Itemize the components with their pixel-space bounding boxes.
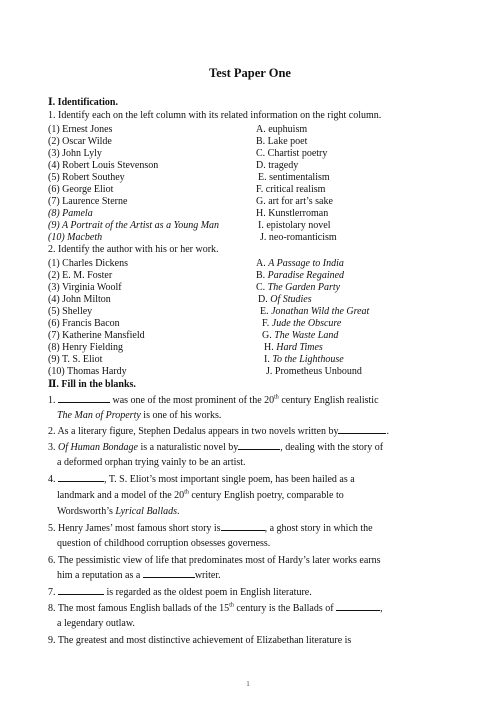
q2-right-item: I. To the Lighthouse — [264, 354, 344, 365]
q1-right-item: H. Kunstlerroman — [256, 208, 329, 219]
q2-right-item: D. Of Studies — [258, 294, 312, 305]
q1-right-item: A. euphuism — [256, 124, 308, 135]
q1-right-item: I. epistolary novel — [258, 220, 331, 231]
q1-right-item: J. neo-romanticism — [260, 232, 337, 243]
q2-left-item: (1) Charles Dickens — [48, 258, 128, 269]
q2-right-item: C. The Garden Party — [256, 282, 341, 293]
q1-right-item: D. tragedy — [256, 160, 299, 171]
q1-instruction: 1. Identify each on the left column with its related information on the right column. — [48, 110, 382, 121]
q1-left-item: (9) A Portrait of the Artist as a Young Man — [48, 220, 220, 231]
q2-left-item: (5) Shelley — [48, 306, 93, 317]
q2-right-item: F. Jude the Obscure — [262, 318, 342, 329]
q1-left-item: (1) Ernest Jones — [48, 124, 113, 135]
q2-right-item: B. Paradise Regained — [256, 270, 345, 281]
question-3: 3. Of Human Bondage is a naturalistic novel by , dealing with the story of a deformed orphan trying vainly to be an artist. — [48, 442, 384, 468]
section-heading-fill-blanks: Ⅱ. Fill in the blanks. — [48, 379, 136, 390]
question-4: 4. , T. S. Eliot’s most important single poem, has been hailed as a landmark and a model of the 20th century English poetry, comparable to Wordsworth’s Lyrical Ballads. — [48, 474, 355, 517]
q1-left-item: (2) Oscar Wilde — [48, 136, 112, 147]
q1-right-item: G. art for art’s sake — [256, 196, 333, 207]
q2-left-item: (2) E. M. Foster — [48, 270, 113, 281]
q1-left-item: (5) Robert Southey — [48, 172, 125, 183]
q2-right-item: H. Hard Times — [264, 342, 323, 353]
question-2: 2. As a literary figure, Stephen Dedalus appears in two novels written by . — [48, 426, 389, 437]
q1-left-item: (6) George Eliot — [48, 184, 114, 195]
q1-left-item: (4) Robert Louis Stevenson — [48, 160, 159, 171]
q2-left-item: (4) John Milton — [48, 294, 111, 305]
q1-right-item: C. Chartist poetry — [256, 148, 328, 159]
q2-right-item: G. The Waste Land — [262, 330, 339, 341]
q2-left-item: (6) Francis Bacon — [48, 318, 120, 329]
q2-right-item: E. Jonathan Wild the Great — [260, 306, 370, 317]
question-1: 1. was one of the most prominent of the 20th century English realistic The Man of Property is one of his works. — [48, 394, 379, 421]
q1-left-item: (7) Laurence Sterne — [48, 196, 128, 207]
q2-left-item: (7) Katherine Mansfield — [48, 330, 145, 341]
q2-right-item: J. Prometheus Unbound — [266, 366, 362, 377]
q1-right-item: E. sentimentalism — [258, 172, 330, 183]
q1-left-item: (3) John Lyly — [48, 148, 102, 159]
q2-left-item: (8) Henry Fielding — [48, 342, 123, 353]
q1-right-item: B. Lake poet — [256, 136, 308, 147]
q2-left-item: (10) Thomas Hardy — [48, 366, 127, 377]
question-5: 5. Henry James’ most famous short story is , a ghost story in which the question of childhood corruption obsesses governess. — [48, 523, 373, 549]
question-6: 6. The pessimistic view of life that predominates most of Hardy’s later works earns him a reputation as a writer. — [48, 555, 381, 581]
q2-right-item: A. A Passage to India — [256, 258, 344, 269]
q1-right-item: F. critical realism — [256, 184, 326, 195]
question-9: 9. The greatest and most distinctive achievement of Elizabethan literature is — [48, 635, 352, 646]
section-heading-identification: Ⅰ. Identification. — [48, 97, 118, 108]
page-title: Test Paper One — [209, 66, 291, 80]
page-number: 1 — [246, 680, 250, 688]
question-8: 8. The most famous English ballads of the 15th century is the Ballads of , a legendary outlaw. — [48, 602, 383, 629]
q1-left-item: (10) Macbeth — [48, 232, 103, 243]
q2-instruction: 2. Identify the author with his or her work. — [48, 244, 219, 255]
q1-left-item: (8) Pamela — [48, 208, 93, 219]
q2-left-item: (3) Virginia Woolf — [48, 282, 122, 293]
q2-left-item: (9) T. S. Eliot — [48, 354, 103, 365]
question-7: 7. is regarded as the oldest poem in English literature. — [48, 587, 312, 598]
